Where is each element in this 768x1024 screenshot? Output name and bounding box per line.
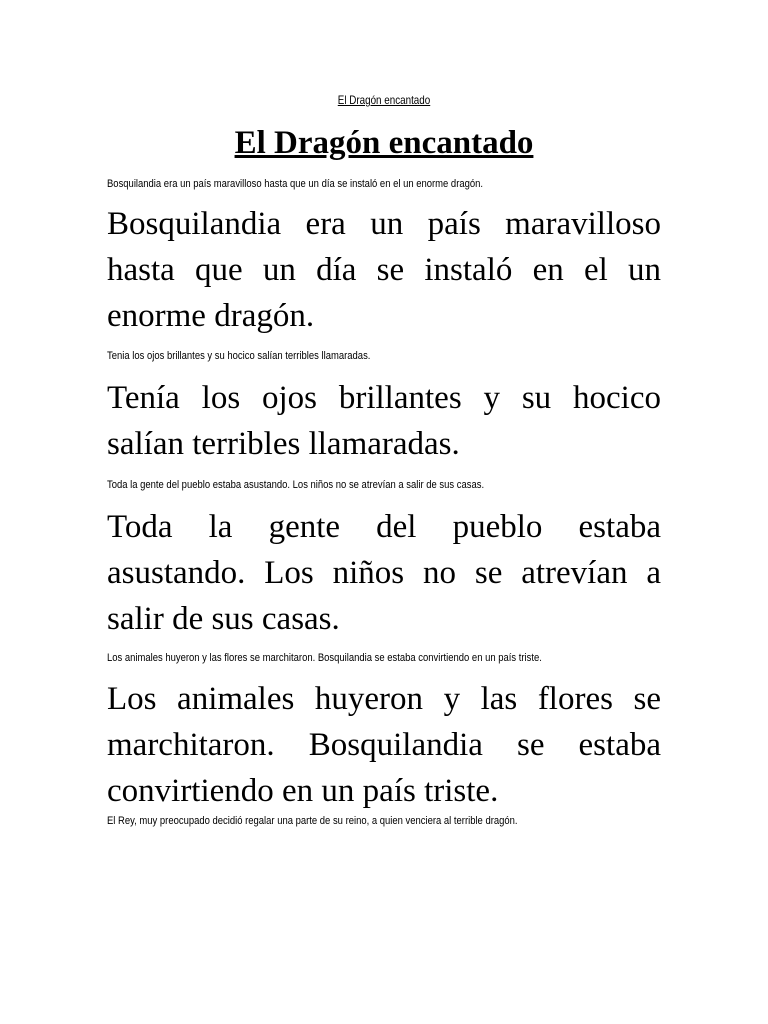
paragraph-small-3: Toda la gente del pueblo estaba asustando. Los niños no se atrevían a salir de sus casas. <box>107 479 485 491</box>
paragraph-large-4: Los animales huyeron y las flores se marchitaron. Bosquilandia se estaba convirtiendo en un país triste. <box>107 681 661 809</box>
paragraph-small-5: El Rey, muy preocupado decidió regalar una parte de su reino, a quien venciera al terrible dragón. <box>107 815 518 827</box>
paragraph-small-2: Tenia los ojos brillantes y su hocico salían terribles llamaradas. <box>107 350 371 362</box>
paragraph-small-4: Los animales huyeron y las flores se marchitaron. Bosquilandia se estaba convirtiendo en un país triste. <box>107 652 542 664</box>
paragraph-large-1: Bosquilandia era un país maravilloso hasta que un día se instaló en el un enorme dragón. <box>107 206 661 334</box>
paragraph-small-1: Bosquilandia era un país maravilloso hasta que un día se instaló en el un enorme dragón. <box>107 178 484 190</box>
paragraph-large-3: Toda la gente del pueblo estaba asustando. Los niños no se atrevían a salir de sus casas. <box>107 509 661 637</box>
small-title: El Dragón encantado <box>337 93 431 107</box>
page-title: El Dragón encantado <box>234 125 534 161</box>
paragraph-large-2: Tenía los ojos brillantes y su hocico salían terribles llamaradas. <box>107 380 661 462</box>
